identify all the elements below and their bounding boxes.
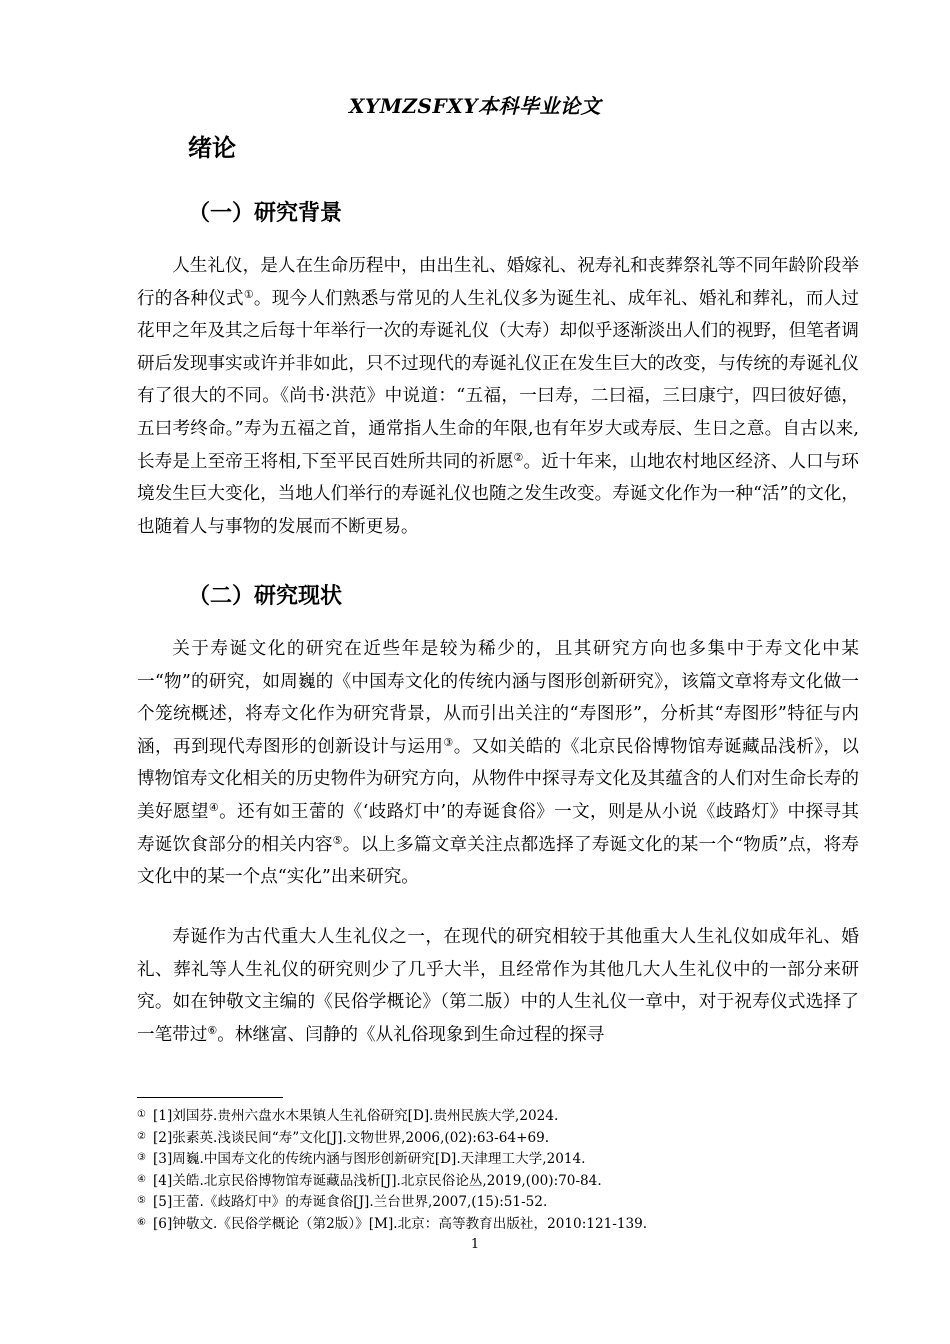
- footnote-mark: ⑤: [137, 1195, 146, 1206]
- footnote: [137, 1147, 859, 1169]
- chapter-title: 绪论: [188, 134, 236, 162]
- text-run: 。林继富、闫静的《从礼俗现象到生命过程的探寻: [217, 1024, 605, 1045]
- body-paragraph: [137, 250, 859, 543]
- footnote-mark: ③: [137, 1152, 146, 1163]
- text-run: 人生礼仪，是人在生命历程中，由出生礼、婚嫁礼、祝寿礼和丧葬祭礼等不同年龄阶段举行的各种仪式: [137, 256, 859, 309]
- text-run: 。近十年来，山地农村地区经济、人口与环境发生巨大变化，当地人们举行的寿诞礼仪也随之发生改变。寿诞文化作为一种“活”的文化，也随着人与事物的发展而不断更易。: [137, 451, 859, 537]
- section-heading-status: （二）研究现状: [188, 584, 343, 609]
- footnote-ref[interactable]: ⑥: [207, 1023, 218, 1037]
- footnote: [137, 1169, 859, 1191]
- footnote-mark: ②: [137, 1130, 146, 1142]
- body-paragraph: [137, 633, 859, 894]
- footnote-text: [4]关皓.北京民俗博物馆寿诞藏品浅析[J].北京民俗论丛,2019,(00):70-84.: [153, 1172, 602, 1189]
- body-paragraph: [137, 921, 859, 1051]
- footnote-text: [2]张素英.浅谈民间“寿”文化[J].文物世界,2006,(02):63-64+69.: [153, 1129, 550, 1146]
- footnote-text: [3]周巍.中国寿文化的传统内涵与图形创新研究[D].天津理工大学,2014.: [153, 1151, 586, 1167]
- footnote-mark: ⑥: [137, 1216, 146, 1228]
- footnote: [137, 1104, 859, 1126]
- footnote-mark: ④: [137, 1173, 146, 1185]
- footnote-ref[interactable]: ②: [513, 450, 524, 464]
- footnote-text: [5]王蕾.《歧路灯中》的寿诞食俗[J].兰台世界,2007,(15):51-52.: [153, 1194, 548, 1210]
- text-run: 寿诞作为古代重大人生礼仪之一，在现代的研究相较于其他重大人生礼仪如成年礼、婚礼、葬礼等人生礼仪的研究则少了几乎大半，且经常作为其他几大人生礼仪中的一部分来研究。如在钟敬文主编的《民俗学概论》（第二版）中的人生礼仪一章中，对于祝寿仪式选择了一笔带过: [137, 927, 859, 1045]
- text-run: 。又如关皓的《北京民俗博物馆寿诞藏品浅析》，以博物馆寿文化相关的历史物件为研究方向，从物件中探寻寿文化及其蕴含的人们对生命长寿的美好愿望: [137, 736, 859, 822]
- text-run: 。以上多篇文章关注点都选择了寿诞文化的某一个“物质”点，将寿文化中的某一个点“实化”出来研究。: [137, 834, 859, 888]
- footnote-ref[interactable]: ⑤: [332, 833, 343, 847]
- footnote-separator: [137, 1097, 283, 1098]
- text-run: 。现今人们熟悉与常见的人生礼仪多为诞生礼、成年礼、婚礼和葬礼，而人过花甲之年及其之后每十年举行一次的寿诞礼仪（大寿）却似乎逐渐淡出人们的视野，但笔者调研后发现事实或许并非如此，只不过现代的寿诞礼仪正在发生巨大的改变，与传统的寿诞礼仪有了很大的不同。《尚书·洪范》中说道：“五福，一曰寿，二曰福，三曰康宁，四曰彼好德，五曰考终命。”寿为五福之首，通常指人生命的年限,也有年岁大或寿辰、生日之意。自古以来,长寿是上至帝王将相,下至平民百姓所共同的祈愿: [137, 288, 859, 472]
- running-header: XYMZSFXY本科毕业论文: [349, 94, 601, 118]
- footnote: [137, 1212, 859, 1234]
- footnote-ref[interactable]: ③: [443, 735, 454, 749]
- footnote-ref[interactable]: ④: [208, 800, 220, 814]
- section-heading-background: （一）研究背景: [188, 201, 343, 226]
- footnote-mark: ①: [137, 1109, 146, 1120]
- text-run: 关于寿诞文化的研究在近些年是较为稀少的，且其研究方向也多集中于寿文化中某一“物”的研究，如周巍的《中国寿文化的传统内涵与图形创新研究》，该篇文章将寿文化做一个笼统概述，将寿文化作为研究背景，从而引出关注的“寿图形”，分析其“寿图形”特征与内涵，再到现代寿图形的创新设计与运用: [137, 639, 859, 757]
- footnotes: [137, 1104, 859, 1233]
- footnote: [137, 1126, 859, 1148]
- footnote: [137, 1190, 859, 1212]
- footnote-text: [6]钟敬文.《民俗学概论（第2版）》[M].北京：高等教育出版社，2010:121-139.: [153, 1215, 648, 1232]
- page-number: 1: [470, 1237, 480, 1252]
- footnote-text: [1]刘国芬.贵州六盘水木果镇人生礼俗研究[D].贵州民族大学,2024.: [153, 1108, 559, 1124]
- text-run: 。还有如王蕾的《‘歧路灯中’的寿诞食俗》一文，则是从小说《歧路灯》中探寻其寿诞饮食部分的相关内容: [137, 801, 859, 855]
- footnote-ref[interactable]: ①: [243, 287, 254, 301]
